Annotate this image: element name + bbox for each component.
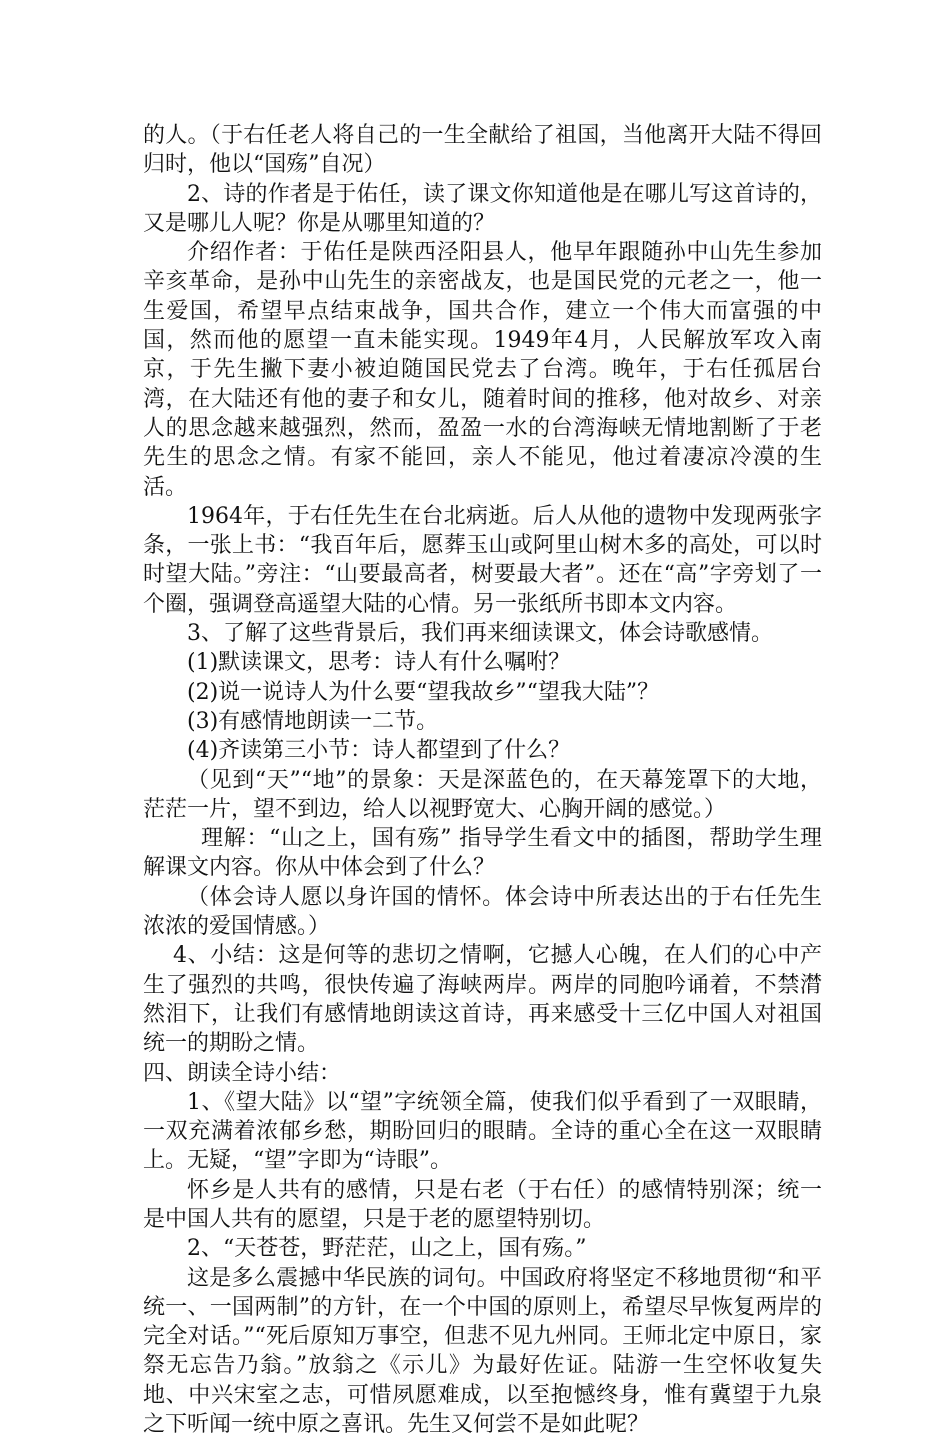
paragraph: 的人。（于右任老人将自己的一生全献给了祖国，当他离开大陆不得回归时，他以“国殇”自况） [143, 123, 822, 178]
paragraph: 2、“天苍苍，野茫茫，山之上，国有殇。” [187, 1236, 587, 1262]
document-body [143, 121, 822, 1439]
paragraph: (4)齐读第三小节：诗人都望到了什么？ [187, 738, 571, 764]
paragraph: （见到“天”“地”的景象：天是深蓝色的，在天幕笼罩下的大地，茫茫一片，望不到边，给人以视野宽大、心胸开阔的感觉。） [143, 767, 822, 822]
paragraph: 1、《望大陆》以“望”字统领全篇，使我们似乎看到了一双眼睛，一双充满着浓郁乡愁，期盼回归的眼睛。全诗的重心全在这一双眼睛上。无疑，“望”字即为“诗眼”。 [143, 1089, 822, 1174]
paragraph: 四、朗读全诗小结： [143, 1060, 342, 1086]
paragraph: 介绍作者：于佑任是陕西泾阳县人，他早年跟随孙中山先生参加辛亥革命，是孙中山先生的亲密战友，也是国民党的元老之一，他一生爱国，希望早点结束战争，国共合作，建立一个伟大而富强的中国，然而他的愿望一直未能实现。1949年4月，人民解放军攻入南京，于先生撇下妻小被迫随国民党去了台湾。晚年，于右任孤居台湾，在大陆还有他的妻子和女儿，随着时间的推移，他对故乡、对亲人的思念越来越强烈，然而，盈盈一水的台湾海峡无情地割断了于老先生的思念之情。有家不能回，亲人不能见，他过着凄凉冷漠的生活。 [143, 240, 822, 500]
paragraph: 这是多么震撼中华民族的词句。中国政府将坚定不移地贯彻“和平统一、一国两制”的方针，在一个中国的原则上，希望尽早恢复两岸的完全对话。”“死后原知万事空，但悲不见九州同。王师北定中原日，家祭无忘告乃翁。”放翁之《示儿》为最好佐证。陆游一生空怀收复失地、中兴宋室之志，可惜夙愿难成，以至抱憾终身，惟有冀望于九泉之下听闻一统中原之喜讯。先生又何尝不是如此呢？ [143, 1265, 822, 1438]
paragraph: 3、了解了这些背景后，我们再来细读课文，体会诗歌感情。 [187, 621, 773, 647]
paragraph: 理解：“山之上，国有殇” 指导学生看文中的插图，帮助学生理解课文内容。你从中体会到了什么？ [143, 826, 822, 881]
paragraph: (1)默读课文，思考：诗人有什么嘱咐？ [187, 650, 571, 676]
paragraph: 4、小结：这是何等的悲切之情啊，它撼人心魄，在人们的心中产生了强烈的共鸣，很快传遍了海峡两岸。两岸的同胞吟诵着，不禁潸然泪下，让我们有感情地朗读这首诗，再来感受十三亿中国人对祖国统一的期盼之情。 [143, 943, 822, 1057]
paragraph: （体会诗人愿以身许国的情怀。体会诗中所表达出的于右任先生浓浓的爱国情感。） [143, 884, 822, 940]
paragraph: 怀乡是人共有的感情，只是右老（于右任）的感情特别深；统一是中国人共有的愿望，只是于老的愿望特别切。 [143, 1177, 822, 1232]
paragraph: 1964年，于右任先生在台北病逝。后人从他的遗物中发现两张字条，一张上书：“我百年后，愿葬玉山或阿里山树木多的高处，可以时时望大陆。”旁注：“山要最高者，树要最大者”。还在“高”字旁划了一个圈，强调登高遥望大陆的心情。另一张纸所书即本文内容。 [143, 503, 822, 617]
paragraph: (3)有感情地朗读一二节。 [187, 708, 439, 734]
paragraph: (2)说一说诗人为什么要“望我故乡”“望我大陆”？ [187, 679, 660, 705]
paragraph: 2、诗的作者是于佑任，读了课文你知道他是在哪儿写这首诗的，又是哪儿人呢？你是从哪里知道的？ [143, 181, 822, 236]
